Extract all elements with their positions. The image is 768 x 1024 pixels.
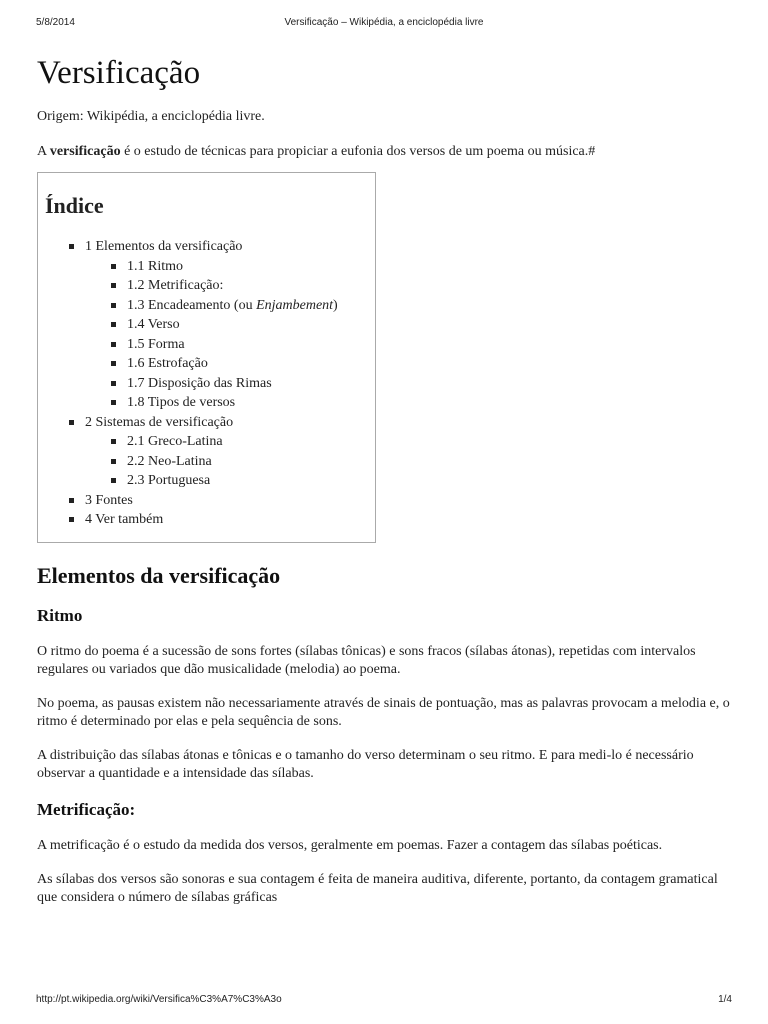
article-content (37, 52, 731, 907)
toc-link[interactable]: 1.6 Estrofação (127, 356, 208, 371)
print-footer (36, 994, 732, 1008)
toc-list (45, 237, 367, 530)
toc-link-post: ) (333, 297, 338, 313)
article-intro (37, 143, 731, 161)
section-heading-elementos: Elementos da versificação (37, 562, 281, 588)
paragraph: As sílabas dos versos são sonoras e sua contagem é feita de maneira auditiva, diferente, portanto, da contagem gramatical que considera o número de sílabas gráficas (37, 871, 718, 905)
toc-item-metrificacao[interactable] (85, 276, 367, 296)
paragraph: A metrificação é o estudo da medida dos versos, geralmente em poemas. Fazer a contagem das sílabas poéticas. (37, 837, 663, 853)
toc-link[interactable]: 1.1 Ritmo (127, 258, 184, 274)
article-origin: Origem: Wikipédia, a enciclopédia livre. (37, 109, 265, 124)
toc-item-disposicao-rimas[interactable] (85, 374, 367, 394)
toc-link-pre: 1.3 Encadeamento (ou (127, 297, 257, 313)
print-page-number: 1/4 (718, 994, 732, 1005)
intro-bold-term: versificação (49, 144, 121, 159)
print-page-title: Versificação – Wikipédia, a enciclopédia livre (284, 17, 484, 28)
toc-title: Índice (45, 193, 104, 218)
toc-item-greco-latina[interactable] (85, 432, 367, 452)
toc-item-estrofacao[interactable] (85, 354, 367, 374)
print-header (36, 17, 732, 31)
toc-item-ritmo[interactable] (85, 257, 367, 277)
toc-link[interactable]: 1.7 Disposição das Rimas (127, 375, 272, 391)
toc-link[interactable]: 1.8 Tipos de versos (127, 395, 236, 410)
table-of-contents (37, 172, 376, 543)
toc-item-encadeamento[interactable] (85, 296, 367, 316)
toc-link[interactable]: 1.5 Forma (127, 336, 185, 352)
print-date: 5/8/2014 (36, 17, 75, 28)
toc-item-fontes[interactable] (45, 491, 367, 511)
toc-link[interactable]: 2.1 Greco-Latina (127, 434, 223, 449)
toc-item-sistemas[interactable] (45, 413, 367, 491)
article-title: Versificação (37, 55, 201, 91)
toc-sublist (85, 257, 367, 413)
toc-item-portuguesa[interactable] (85, 471, 367, 491)
toc-item-tipos-versos[interactable] (85, 393, 367, 413)
intro-rest: é o estudo de técnicas para propiciar a eufonia dos versos de um poema ou música.# (120, 144, 596, 159)
toc-link[interactable]: 4 Ver também (85, 512, 164, 527)
toc-link[interactable]: 1.4 Verso (127, 317, 180, 332)
toc-link[interactable]: 2.3 Portuguesa (127, 473, 211, 488)
toc-item-elementos[interactable] (45, 237, 367, 413)
toc-link[interactable]: 1 Elementos da versificação (85, 239, 243, 254)
toc-link[interactable]: 3 Fontes (85, 492, 133, 508)
subsection-heading-metrificacao: Metrificação: (37, 799, 136, 819)
paragraph: A distribuição das sílabas átonas e tônicas e o tamanho do verso determinam o seu ritmo. E para medi-lo é necessário observar a quantidade e a intensidade das sílabas. (37, 747, 694, 781)
toc-link[interactable]: 1.2 Metrificação: (127, 278, 224, 293)
intro-prefix: A (37, 144, 50, 159)
toc-item-neo-latina[interactable] (85, 452, 367, 472)
subsection-heading-ritmo: Ritmo (37, 605, 83, 625)
toc-item-verso[interactable] (85, 315, 367, 335)
paragraph: O ritmo do poema é a sucessão de sons fortes (sílabas tônicas) e sons fracos (sílabas átonas), repetidas com intervalos regulares ou variados que dão musicalidade (melodia) ao poema. (37, 643, 696, 677)
toc-item-forma[interactable] (85, 335, 367, 355)
paragraph: No poema, as pausas existem não necessariamente através de sinais de pontuação, mas as palavras provocam a melodia e, o ritmo é determinado por elas e pela sequência de sons. (37, 695, 730, 729)
toc-link[interactable]: 2 Sistemas de versificação (85, 414, 234, 430)
toc-link[interactable] (127, 298, 338, 313)
toc-link-italic: Enjambement (256, 297, 334, 313)
toc-sublist (85, 432, 367, 491)
print-url: http://pt.wikipedia.org/wiki/Versifica%C3%A7%C3%A3o (36, 994, 282, 1005)
toc-link[interactable]: 2.2 Neo-Latina (127, 453, 212, 469)
toc-item-ver-tambem[interactable] (45, 510, 367, 530)
